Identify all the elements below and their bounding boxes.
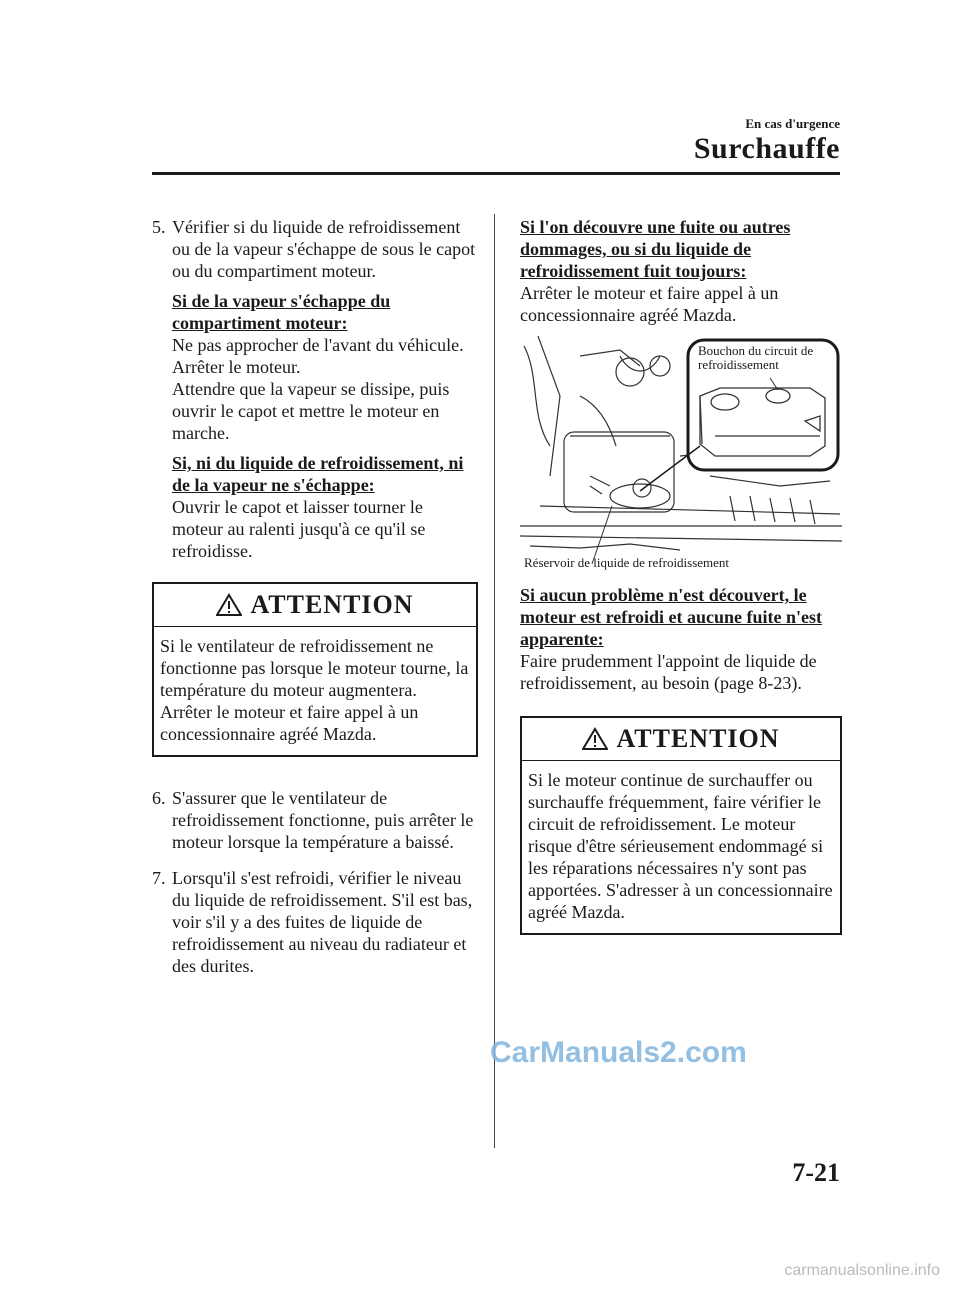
step-text: Lorsqu'il s'est refroidi, vérifier le niveau du liquide de refroidissement. S'il est bas, voir s'il y a des fuites de liquide de refroidissement au niveau du radiateur et des durites. [172, 868, 473, 976]
attention-title [522, 718, 840, 761]
step-text: S'assurer que le ventilateur de refroidissement fonctionne, puis arrêter le moteur lorsque la température a baissé. [172, 788, 474, 852]
page-number: 7-21 [792, 1158, 840, 1187]
subheading-leak: Si l'on découvre une fuite ou autres dommages, ou si du liquide de refroidissement fuit toujours: [520, 217, 791, 281]
attention-box-2 [520, 716, 842, 935]
paragraph: Faire prudemment l'appoint de liquide de refroidissement, au besoin (page 8-23). [520, 651, 817, 693]
step-6 [152, 787, 478, 853]
paragraph: Arrêter le moteur et faire appel à un concessionnaire agréé Mazda. [520, 283, 779, 325]
left-column [152, 216, 478, 977]
page-title: Surchauffe [693, 132, 840, 165]
step-7 [152, 867, 478, 977]
attention-box [152, 582, 478, 757]
step-text: Vérifier si du liquide de refroidissement ou de la vapeur s'échappe de sous le capot ou du compartiment moteur. [172, 217, 476, 281]
callout-reservoir: Réservoir de liquide de refroidissement [524, 555, 730, 570]
right-column [520, 216, 842, 935]
paragraph: Ne pas approcher de l'avant du véhicule. Arrêter le moteur. [172, 335, 464, 377]
warning-icon [216, 593, 242, 617]
subheading-no-leak: Si, ni du liquide de refroidissement, ni de la vapeur ne s'échappe: [172, 453, 464, 495]
site-watermark: carmanualsonline.info [784, 1262, 940, 1279]
attention-label: ATTENTION [616, 724, 780, 753]
subheading-no-problem: Si aucun problème n'est découvert, le moteur est refroidi et aucune fuite n'est apparente: [520, 585, 822, 649]
warning-icon [582, 727, 608, 751]
attention-title [154, 584, 476, 627]
paragraph: Attendre que la vapeur se dissipe, puis ouvrir le capot et mettre le moteur en marche. [172, 379, 450, 443]
attention-text: Si le ventilateur de refroidissement ne fonctionne pas lorsque le moteur tourne, la température du moteur augmentera. Arrêter le moteur et faire appel à un concessionnaire agréé Mazda. [160, 636, 469, 744]
engine-figure [520, 336, 842, 572]
header-rule [152, 172, 840, 175]
step-5 [152, 216, 478, 282]
section-label: En cas d'urgence [745, 116, 840, 131]
step-number: 7. [152, 868, 166, 888]
attention-text: Si le moteur continue de surchauffer ou surchauffe fréquemment, faire vérifier le circuit de refroidissement. Le moteur risque d'être sérieusement endommagé si les réparations nécessaires n'y sont pas apportées. S'adresser à un concessionnaire agréé Mazda. [528, 770, 833, 922]
attention-label: ATTENTION [250, 590, 414, 619]
step-number: 6. [152, 788, 166, 808]
column-divider [494, 214, 495, 1148]
watermark-logo: CarManuals2.com [490, 1036, 747, 1069]
callout-cap: Bouchon du circuit de refroidissement [698, 344, 828, 372]
step-number: 5. [152, 217, 166, 237]
paragraph: Ouvrir le capot et laisser tourner le moteur au ralenti jusqu'à ce qu'il se refroidisse. [172, 497, 426, 561]
subheading-vapeur: Si de la vapeur s'échappe du compartiment moteur: [172, 291, 391, 333]
